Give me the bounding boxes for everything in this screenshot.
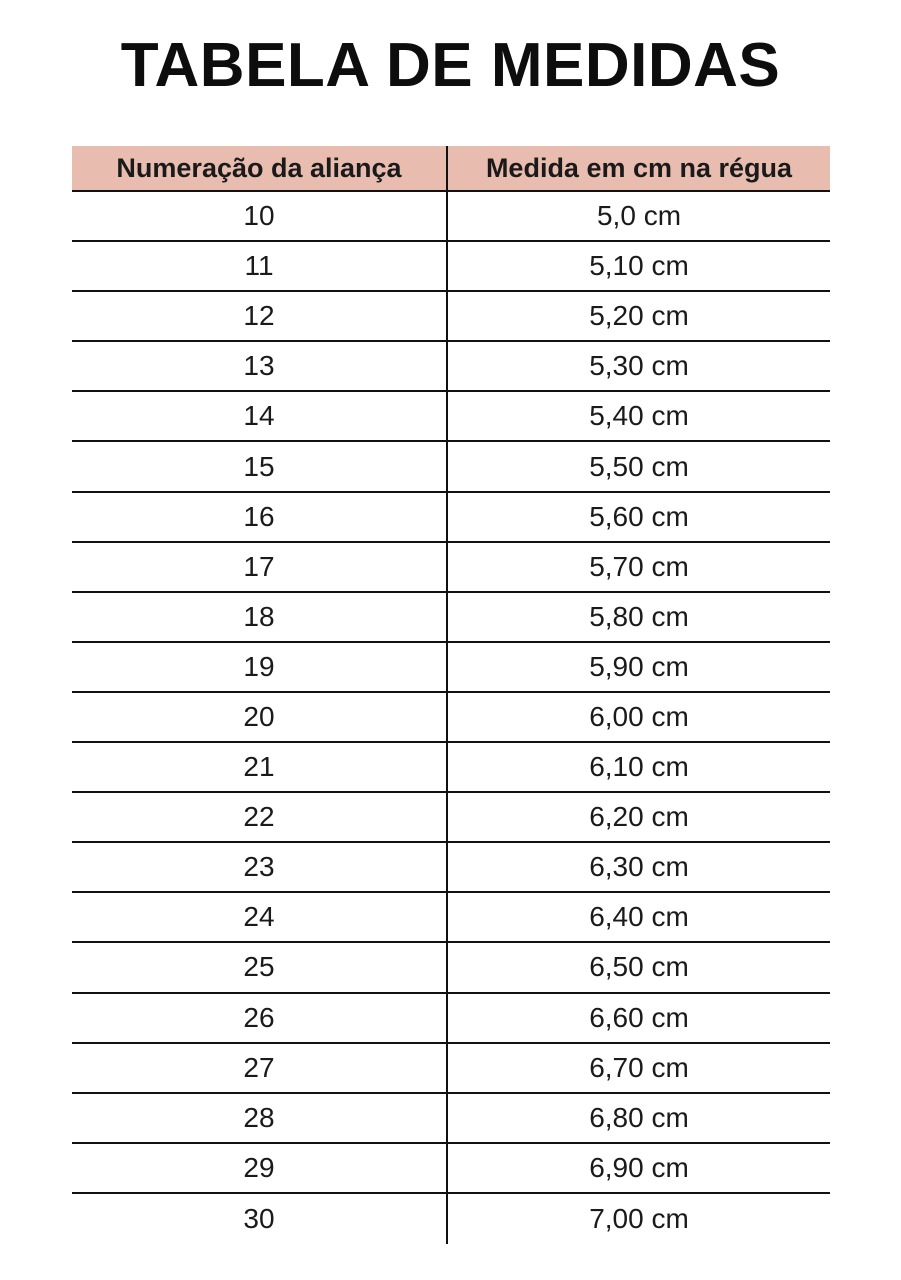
table-row [72, 893, 830, 943]
ruler-measure-cell: 5,0 cm [596, 200, 682, 232]
ring-number-cell: 25 [72, 943, 448, 991]
ruler-measure-cell: 5,50 cm [589, 450, 689, 482]
ring-number-cell: 28 [72, 1094, 448, 1142]
ruler-measure-cell: 6,60 cm [589, 1001, 689, 1033]
table-row [72, 192, 830, 242]
table-row [72, 392, 830, 442]
ring-number-cell: 14 [72, 392, 448, 440]
ruler-measure-cell: 6,40 cm [589, 901, 689, 933]
ruler-measure-cell: 5,90 cm [589, 650, 689, 682]
ruler-measure-cell: 5,30 cm [589, 350, 689, 382]
table-row [72, 643, 830, 693]
ring-number-cell: 13 [72, 342, 448, 390]
ruler-measure-cell: 6,80 cm [589, 1101, 689, 1133]
ruler-measure-cell: 6,90 cm [589, 1151, 689, 1183]
table-row [72, 342, 830, 392]
table-row [72, 943, 830, 993]
ring-number-cell: 29 [72, 1144, 448, 1192]
table-row [72, 442, 830, 492]
ring-number-cell: 16 [72, 493, 448, 541]
table-row [72, 543, 830, 593]
ring-number-cell: 21 [72, 743, 448, 791]
ring-number-cell: 26 [72, 994, 448, 1042]
header-ring-number: Numeração da aliança [72, 146, 448, 190]
table-row [72, 292, 830, 342]
size-table [72, 146, 830, 1244]
table-row [72, 593, 830, 643]
ring-number-cell: 22 [72, 793, 448, 841]
ruler-measure-cell: 6,00 cm [589, 700, 689, 732]
ruler-measure-cell: 5,60 cm [589, 500, 689, 532]
ring-number-cell: 12 [72, 292, 448, 340]
ruler-measure-cell: 5,80 cm [589, 600, 689, 632]
table-row [72, 793, 830, 843]
ring-number-cell: 15 [72, 442, 448, 490]
ring-number-cell: 18 [72, 593, 448, 641]
table-row [72, 1144, 830, 1194]
table-row [72, 1044, 830, 1094]
table-row [72, 493, 830, 543]
ruler-measure-cell: 6,70 cm [589, 1051, 689, 1083]
table-row [72, 994, 830, 1044]
header-ruler-measure: Medida em cm na régua [485, 152, 793, 183]
ruler-measure-cell: 5,20 cm [589, 300, 689, 332]
ring-number-cell: 30 [72, 1194, 448, 1244]
table-row [72, 1094, 830, 1144]
table-row [72, 1194, 830, 1244]
ring-number-cell: 23 [72, 843, 448, 891]
ruler-measure-cell: 6,20 cm [589, 801, 689, 833]
ruler-measure-cell: 6,50 cm [589, 951, 689, 983]
table-row [72, 743, 830, 793]
ring-number-cell: 27 [72, 1044, 448, 1092]
table-row [72, 242, 830, 292]
ruler-measure-cell: 5,70 cm [589, 550, 689, 582]
ruler-measure-cell: 5,40 cm [589, 400, 689, 432]
ring-number-cell: 10 [72, 192, 448, 240]
ring-number-cell: 19 [72, 643, 448, 691]
table-header-row [72, 146, 830, 192]
ring-number-cell: 24 [72, 893, 448, 941]
ruler-measure-cell: 6,10 cm [589, 751, 689, 783]
ring-number-cell: 11 [72, 242, 448, 290]
table-row [72, 693, 830, 743]
table-row [72, 843, 830, 893]
ruler-measure-cell: 6,30 cm [589, 851, 689, 883]
ruler-measure-cell: 5,10 cm [589, 250, 689, 282]
ruler-measure-cell: 7,00 cm [589, 1202, 689, 1234]
ring-number-cell: 20 [72, 693, 448, 741]
page-title: TABELA DE MEDIDAS [120, 31, 781, 100]
table-body [72, 192, 830, 1244]
ring-number-cell: 17 [72, 543, 448, 591]
